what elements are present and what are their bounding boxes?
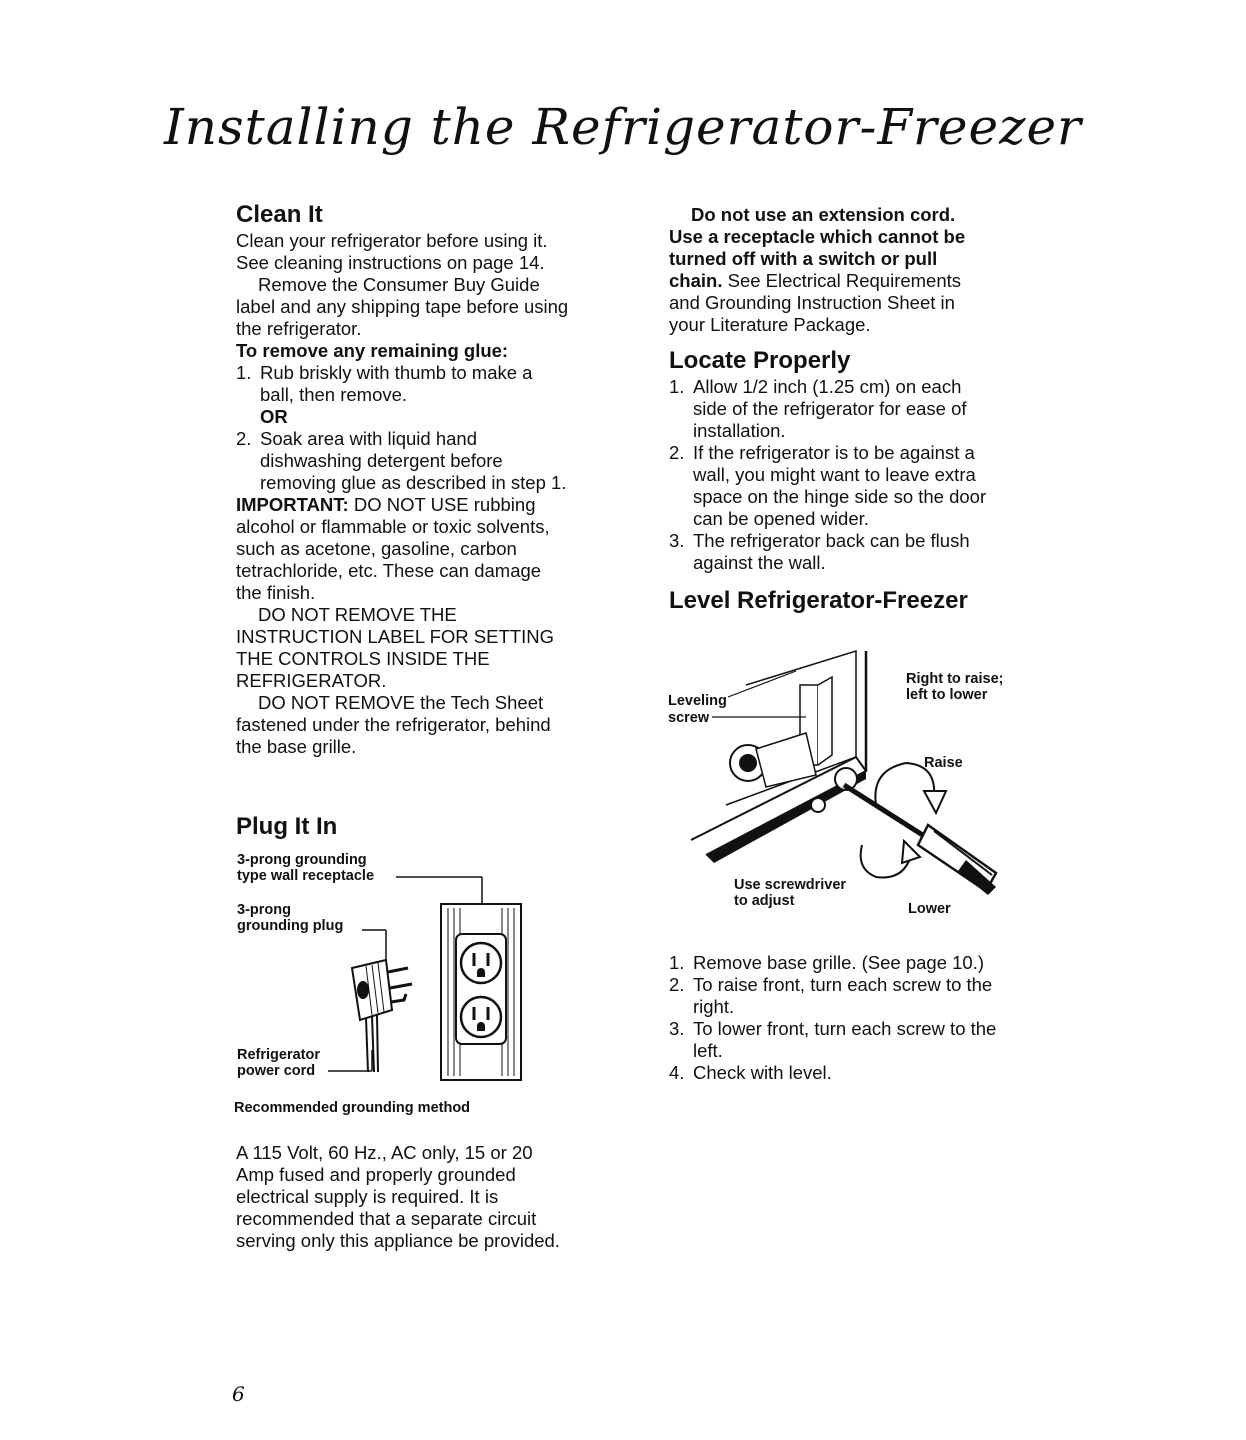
supply-paragraph: [236, 1142, 561, 1252]
leveling-figure: [666, 645, 1026, 925]
label-receptacle-line-2: type wall receptacle: [237, 868, 375, 884]
glue-heading: To remove any remaining glue:: [236, 340, 509, 361]
grounding-caption: Recommended grounding method: [234, 1100, 471, 1116]
locate-step: 3. The refrigerator back can be flush against the wall.: [669, 530, 970, 573]
label-screwdriver-line-2: to adjust: [734, 893, 795, 909]
plug-receptacle-illustration: [236, 850, 536, 1090]
clean-it-paragraph-4: DO NOT REMOVE the Tech Sheet fastened under the refrigerator, behind the base grille.: [236, 692, 551, 757]
important-paragraph: IMPORTANT: DO NOT USE rubbing alcohol or flammable or toxic solvents, such as acetone, gasoline, carbon tetrachloride, etc. These can damage the finish.: [236, 494, 550, 603]
glue-step: 2. Soak area with liquid hand dishwashing detergent before removing glue as described in step 1.: [236, 428, 567, 493]
label-lower: Lower: [908, 901, 951, 917]
extension-cord-warning: Do not use an extension cord. Use a receptacle which cannot be turned off with a switch or pull chain. See Electrical Requirements and Grounding Instruction Sheet in your Literature Package.: [669, 204, 966, 335]
clean-it-paragraph-3: DO NOT REMOVE THE INSTRUCTION LABEL FOR SETTING THE CONTROLS INSIDE THE REFRIGERATOR.: [236, 604, 554, 691]
plug-it-in-heading: Plug It In: [236, 813, 338, 840]
locate-heading: Locate Properly: [669, 347, 851, 374]
level-step: 4. Check with level.: [669, 1062, 832, 1083]
level-steps-block: [669, 952, 1009, 1084]
level-steps: [669, 952, 1009, 1084]
label-leveling-line-1: Leveling: [668, 693, 727, 709]
or-label: OR: [260, 406, 288, 427]
level-step: 1. Remove base grille. (See page 10.): [669, 952, 985, 973]
label-right-line-2: left to lower: [906, 687, 988, 703]
supply-text: A 115 Volt, 60 Hz., AC only, 15 or 20 Amp fused and properly grounded electrical supply is required. It is recommended that a separate circuit serving only this appliance be provided.: [236, 1142, 560, 1251]
clean-it-paragraph-1: Clean your refrigerator before using it. See cleaning instructions on page 14.: [236, 230, 548, 273]
clean-it-paragraph-2: Remove the Consumer Buy Guide label and any shipping tape before using the refrigerator.: [236, 274, 569, 339]
left-column: [236, 200, 571, 758]
label-cord-line-2: power cord: [237, 1063, 316, 1079]
glue-steps: [236, 362, 571, 494]
level-step: 3. To lower front, turn each screw to the left.: [669, 1018, 997, 1061]
clean-it-heading: Clean It: [236, 201, 323, 228]
locate-step: 2. If the refrigerator is to be against a wall, you might want to leave extra space on the hinge side so the door can be opened wider.: [669, 442, 987, 529]
level-heading: Level Refrigerator-Freezer: [669, 587, 968, 614]
leveling-screw-illustration: [666, 645, 1026, 925]
label-plug-line-1: 3-prong: [237, 902, 291, 918]
label-leveling-line-2: screw: [668, 710, 710, 726]
level-step: 2. To raise front, turn each screw to the right.: [669, 974, 993, 1017]
label-screwdriver-line-1: Use screwdriver: [734, 877, 847, 893]
locate-step: 1. Allow 1/2 inch (1.25 cm) on each side of the refrigerator for ease of installation.: [669, 376, 967, 441]
label-raise: Raise: [924, 755, 963, 771]
right-column: [669, 204, 994, 616]
glue-step: 1. Rub briskly with thumb to make a ball, then remove.: [236, 362, 533, 405]
plug-section: [236, 812, 571, 842]
label-plug-line-2: grounding plug: [237, 918, 344, 934]
label-receptacle-line-1: 3-prong grounding: [237, 852, 367, 868]
label-right-line-1: Right to raise;: [906, 671, 1004, 687]
locate-steps: [669, 376, 994, 574]
grounding-figure: [236, 850, 536, 1090]
page-title: Installing the Refrigerator-Freezer: [164, 98, 1082, 156]
page-number: 6: [232, 1382, 245, 1406]
label-cord-line-1: Refrigerator: [237, 1047, 320, 1063]
